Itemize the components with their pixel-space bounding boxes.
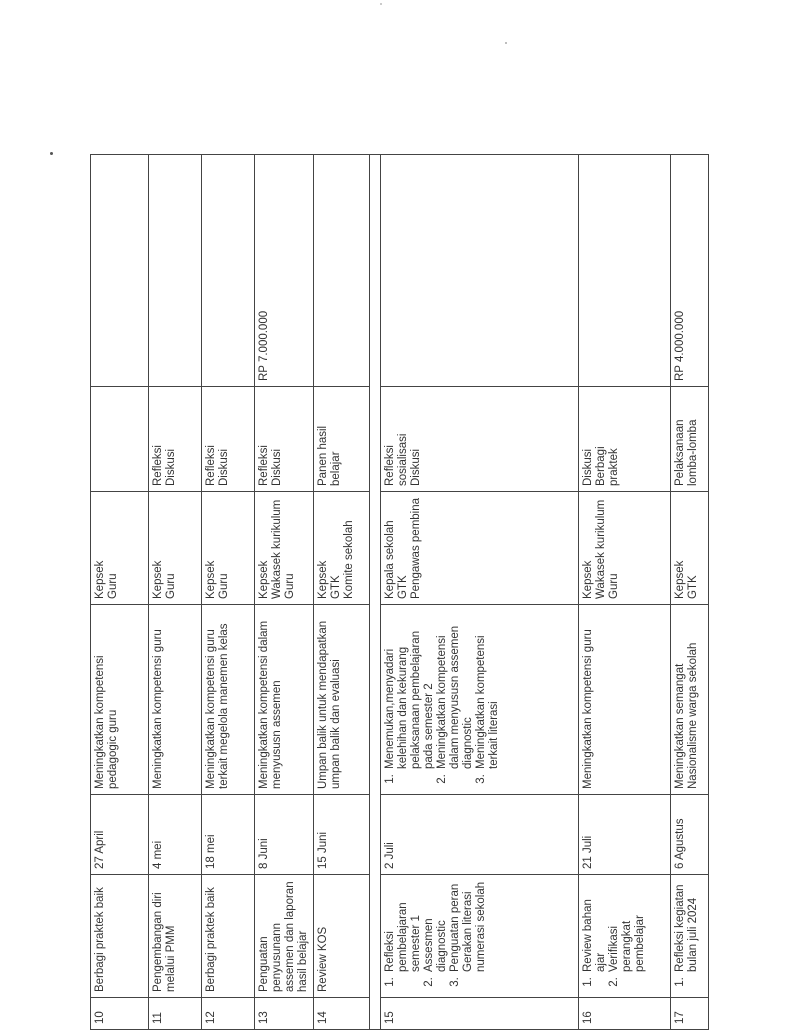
cost-cell — [202, 155, 255, 387]
cost-cell — [91, 155, 149, 387]
method-line: praktek — [608, 448, 620, 486]
cost-cell — [381, 155, 579, 387]
target-line: GTK — [397, 575, 409, 599]
activity-cell: Pengembangan diri melalui PMM — [149, 875, 202, 998]
scan-speck — [380, 3, 382, 5]
table-row — [671, 155, 709, 1030]
method-cell — [202, 387, 255, 492]
target-cell — [579, 492, 671, 605]
row-number: 15 — [381, 998, 579, 1030]
goal-cell: Meningkatkan kompetensi dalam menyususn assemen — [255, 605, 314, 795]
row-number: 17 — [671, 998, 709, 1030]
method-cell — [91, 387, 149, 492]
target-line: Guru — [107, 573, 119, 599]
rotated-table-container — [90, 155, 700, 1030]
activity-cell: Berbagi praktek baik — [202, 875, 255, 998]
date-cell: 15 Juni — [314, 795, 370, 875]
row-number: 13 — [255, 998, 314, 1030]
activity-item: 1. Refleksi pembelajaran semester 1 — [384, 880, 423, 974]
activity-cell: Review KOS — [314, 875, 370, 998]
goal-item: 3. Meningkatkan kompetensi terkait literasi — [475, 610, 501, 771]
method-cell — [381, 387, 579, 492]
method-line: Panen hasil belajar — [317, 425, 342, 486]
method-cell — [255, 387, 314, 492]
target-line: Guru — [218, 573, 230, 599]
table-gap — [370, 155, 381, 1030]
table-row — [381, 155, 579, 1030]
method-cell — [149, 387, 202, 492]
method-line: sosialisasi — [397, 433, 409, 486]
target-line: GTK — [330, 575, 342, 599]
cost-cell: RP 4.000.000 — [671, 155, 709, 387]
row-number: 14 — [314, 998, 370, 1030]
target-line: Guru — [284, 573, 296, 599]
date-cell: 2 Juli — [381, 795, 579, 875]
target-cell — [255, 492, 314, 605]
method-cell — [314, 387, 370, 492]
method-line: Refleksi — [258, 445, 270, 486]
date-cell: 6 Agustus — [671, 795, 709, 875]
target-cell — [314, 492, 370, 605]
method-line: Diskusi — [271, 448, 283, 486]
target-line: Komite sekolah — [343, 520, 355, 599]
target-line: Kepala sekolah — [384, 520, 396, 599]
goal-cell: Meningkatkan kompetensi guru — [149, 605, 202, 795]
cost-cell — [579, 155, 671, 387]
method-line: Berbagi — [595, 446, 607, 486]
date-cell: 27 April — [91, 795, 149, 875]
target-line: Kepsek — [582, 560, 594, 599]
method-line: Pelaksanaan lomba-lomba — [674, 419, 699, 486]
table-row — [202, 155, 255, 1030]
activity-table — [90, 154, 709, 1030]
goal-cell: Meningkatkan kompetensi pedagogic guru — [91, 605, 149, 795]
activity-cell — [381, 875, 579, 998]
target-line: Kepsek — [205, 560, 217, 599]
target-cell — [91, 492, 149, 605]
method-cell — [671, 387, 709, 492]
date-cell: 21 Juli — [579, 795, 671, 875]
goal-item: 1. Menemukan,menyadari kelehihan dan kekurang pelaksanaan pembelajaran pada semester 2 — [384, 610, 436, 771]
target-line: Wakasek kurikulum — [271, 499, 283, 599]
activity-cell: Penguatan penyusunann assemen dan laporan hasil belajar — [255, 875, 314, 998]
target-line: Kepsek — [317, 560, 329, 599]
activity-cell — [579, 875, 671, 998]
method-line: Refleksi — [205, 445, 217, 486]
target-line: Kepsek — [152, 560, 164, 599]
goal-cell: Meningkatkan kompetensi guru terkait megelola manemen kelas — [202, 605, 255, 795]
target-cell — [202, 492, 255, 605]
target-line: GTK — [687, 575, 699, 599]
method-line: Refleksi — [384, 445, 396, 486]
target-line: Guru — [608, 573, 620, 599]
method-cell — [579, 387, 671, 492]
target-cell — [149, 492, 202, 605]
activity-cell: Berbagi praktek baik — [91, 875, 149, 998]
target-line: Kepsek — [94, 560, 106, 599]
activity-item: 3. Penguatan peran Gerakan literasi numerasi sekolah — [449, 880, 488, 974]
row-number: 12 — [202, 998, 255, 1030]
method-line: Refleksi — [152, 445, 164, 486]
target-cell — [671, 492, 709, 605]
table-row — [579, 155, 671, 1030]
target-line: Wakasek kurikulum — [595, 499, 607, 599]
row-number: 11 — [149, 998, 202, 1030]
method-line: Diskusi — [165, 448, 177, 486]
method-line: Diskusi — [582, 448, 594, 486]
table-row — [91, 155, 149, 1030]
target-line: Guru — [165, 573, 177, 599]
activity-item: 1. Refleksi kegiatan bulan juli 2024 — [674, 880, 700, 974]
rotated-page — [90, 155, 700, 1030]
goal-cell: Meningkatkan semangat Nasionalisme warga sekolah — [671, 605, 709, 795]
scan-speck — [505, 42, 507, 44]
target-line: Kepsek — [258, 560, 270, 599]
date-cell: 8 Juni — [255, 795, 314, 875]
row-number: 10 — [91, 998, 149, 1030]
method-line: Diskusi — [218, 448, 230, 486]
activity-item: 2. Verifikasi perangkat pembelajar — [608, 880, 647, 974]
goal-cell: Meningkatkan kompetensi guru — [579, 605, 671, 795]
scan-speck — [50, 152, 53, 155]
date-cell: 18 mei — [202, 795, 255, 875]
table-row — [255, 155, 314, 1030]
cost-cell — [314, 155, 370, 387]
date-cell: 4 mei — [149, 795, 202, 875]
row-number: 16 — [579, 998, 671, 1030]
goal-cell: Umpan balik untuk mendapatkan umpan balik dan evaluasi — [314, 605, 370, 795]
method-line: Diskusi — [410, 448, 422, 486]
table-row — [314, 155, 370, 1030]
activity-cell — [671, 875, 709, 998]
target-line: Kepsek — [674, 560, 686, 599]
cost-cell — [149, 155, 202, 387]
goal-item: 2. Meningkatkan kompetensi dalam menyususn assemen diagnostic — [436, 610, 475, 771]
activity-item: 2. Assesmen diagnostic — [423, 880, 449, 974]
activity-item: 1. Review bahan ajar — [582, 880, 608, 974]
target-cell — [381, 492, 579, 605]
goal-cell — [381, 605, 579, 795]
table-row — [149, 155, 202, 1030]
target-line: Pengawas pembina — [410, 497, 422, 599]
gap-cell — [370, 155, 381, 1030]
cost-cell: RP 7.000.000 — [255, 155, 314, 387]
